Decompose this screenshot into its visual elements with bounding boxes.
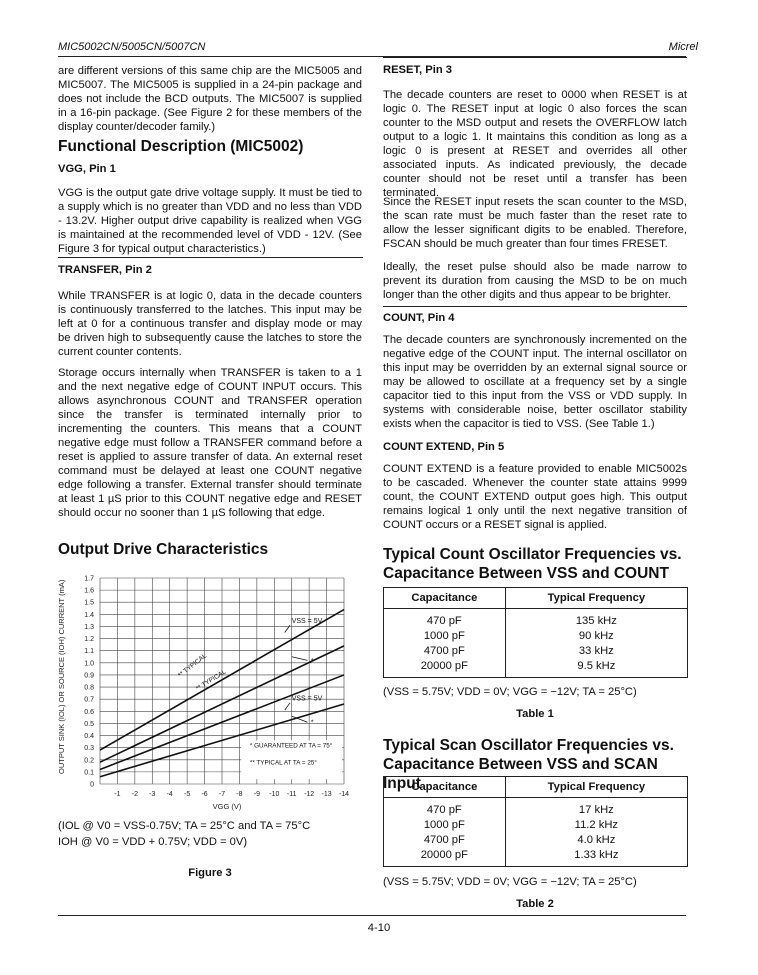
y-tick-label: 0.7 [84,696,94,704]
x-tick-label: -4 [166,791,173,798]
chart-caption-2: IOH @ V0 = VDD + 0.75V; VDD = 0V) [58,836,248,848]
count-extend-text: COUNT EXTEND is a feature provided to enable MIC5002s to be cascaded. Whenever the counter state attains 9999 count, the COUNT EXTEND output goes high. This output remains logical 1 only until the next negative transition of COUNT occurs or a RESET signal is applied. [383,463,687,531]
pointer-line [292,657,308,661]
vgg-section [58,186,362,256]
table1-heading: Typical Count Oscillator Frequencies vs. Capacitance Between VSS and COUNT [383,546,682,582]
table2-conditions: (VSS = 5.75V; VDD = 0V; VGG = −12V; TA = 25°C) [383,876,637,888]
output-drive-heading: Output Drive Characteristics [58,541,269,558]
table2-col-capacitance: Capacitance [384,777,505,798]
table-cell: 90 kHz [578,629,614,642]
y-tick-label: 0.5 [84,720,94,728]
count-section [383,333,687,431]
reset-section-1 [383,88,687,200]
chart-y-axis-label: OUTPUT SINK (IOL) OR SOURCE (IOH) CURRENT (mA) [57,579,66,774]
table2-label: Table 2 [516,898,554,910]
y-tick-label: 1.1 [84,648,94,656]
table-cell: 17 kHz [578,803,614,816]
table-row [384,817,687,832]
table-row [384,609,687,629]
pointer-line [285,703,290,710]
table-cell: 135 kHz [575,614,617,627]
typical-label-upper: ** TYPICAL [177,652,209,679]
x-tick-label: -2 [131,791,138,798]
reset-rule [383,57,687,58]
x-tick-label: -7 [218,791,226,798]
table-cell: 11.2 kHz [574,818,618,831]
legend-typical: ** TYPICAL AT TA = 25° [249,759,317,767]
legend-guaranteed: * GUARANTEED AT TA = 75° [249,742,333,750]
x-tick-label: -13 [321,791,332,798]
running-header-title: MIC5002CN/5005CN/5007CN [58,41,206,53]
x-tick-label: -9 [253,791,260,798]
transfer-rule [58,257,363,258]
x-tick-label: -10 [269,791,280,798]
reset-text-2: Since the RESET input resets the scan counter to the MSD, the scan rate must be much faster than the reset rate to allow the lesser significant digits to be enabled. Therefore, FSCAN should be much greater than four times FRESET. [383,196,687,250]
x-tick-label: -3 [149,791,156,798]
reset-section-3 [383,260,687,302]
x-tick-label: -5 [184,791,191,798]
count-extend-heading: COUNT EXTEND, Pin 5 [383,441,505,453]
x-tick-label: -11 [286,791,297,798]
reset-text-3: Ideally, the reset pulse should also be made narrow to prevent its duration from causing the MSD to be on much longer than the other digits and thus appear to be brighter. [383,261,687,301]
y-tick-label: 1.2 [84,636,94,644]
figure-label: Figure 3 [188,867,232,879]
count-pin-heading: COUNT, Pin 4 [383,312,455,324]
table-cell: 1000 pF [384,628,505,643]
y-tick-label: 0.4 [84,733,94,741]
table-row [384,643,687,658]
y-tick-label: 1.4 [84,611,94,619]
typical-label-lower: ** TYPICAL [194,668,228,693]
table1-frame [383,587,688,678]
table-row [384,847,687,866]
table-cell: 4700 pF [384,643,505,658]
table-cell: 33 kHz [578,644,614,657]
x-tick-label: -14 [338,791,350,798]
chart-caption-1: (IOL @ V0 = VSS-0.75V; TA = 25°C and TA = 75°C [58,820,311,832]
page-number: 4-10 [367,922,391,934]
table1 [384,588,687,677]
transfer-pin-heading: TRANSFER, Pin 2 [58,264,152,276]
guaranteed-marker-lower: * [310,719,314,727]
table2 [384,777,687,866]
vss-label-upper: VSS = 5V [291,617,323,625]
y-tick-label: 1.6 [84,587,94,595]
x-tick-label: -8 [236,791,243,798]
count-text: The decade counters are synchronously incremented on the negative edge of the COUNT input. The internal oscillator on this input may be overridden by an external signal source or may be allowed to oscillate at a frequency set by a single capacitor tied to this input from the VSS or VDD supply. In systems with considerable noise, better oscillator stability exists when the capacitor is tied to VSS. (See Table 1.) [383,334,687,430]
table-cell: 9.5 kHz [577,659,616,672]
vgg-pin-heading: VGG, Pin 1 [58,163,116,175]
table-cell: 20000 pF [384,658,505,677]
table-cell: 4.0 kHz [577,833,616,846]
table-cell: 20000 pF [384,847,505,866]
vgg-text: VGG is the output gate drive voltage supply. It must be tied to a supply which is no greater than VDD and no less than VDD - 13.2V. Higher output drive capability is realized when VGG is maintained at the recommended level of VDD - 12V. (See Figure 3 for typical output characteristics.) [58,187,362,255]
intro-text: are different versions of this same chip are the MIC5005 and MIC5007. The MIC5005 is supplied in a 24-pin package and does not include the BCD outputs. The MIC5007 is supplied in a 16-pin package. (See Figure 2 for these members of the display counter/decoder family.) [58,65,362,133]
y-tick-label: 1.5 [84,599,94,607]
running-header-brand: Micrel [668,41,698,53]
table-row [384,658,687,677]
y-tick-label: 0.6 [84,708,94,716]
transfer-text-1: While TRANSFER is at logic 0, data in the decade counters is continuously transferred to the latches. This input may be left at 0 for a continuous transfer and display mode or may be driven high to subsequently cause the latches to store the current counter contents. [58,290,362,358]
x-tick-label: -1 [114,791,121,798]
chart-annotations [177,618,342,779]
transfer-section-1 [58,289,362,359]
table1-conditions: (VSS = 5.75V; VDD = 0V; VGG = −12V; TA = 25°C) [383,686,637,698]
table-row [384,832,687,847]
table-row [384,628,687,643]
y-tick-label: 1.0 [84,660,94,668]
y-tick-label: 0.8 [84,684,94,692]
intro-paragraph [58,64,362,134]
table-cell: 470 pF [384,609,505,629]
output-drive-chart [52,566,364,816]
y-tick-label: 0.9 [84,672,94,680]
reset-section-2 [383,195,687,251]
chart-x-axis-label: VGG (V) [212,802,242,811]
x-tick-label: -12 [304,791,315,798]
table2-frame [383,776,688,867]
table1-label: Table 1 [516,708,554,720]
transfer-text-2: Storage occurs internally when TRANSFER is taken to a 1 and the next negative edge of COUNT INPUT occurs. This allows asynchronous COUNT and TRANSFER operation since the transfer is terminated internally prior to incrementing the counters. This means that a COUNT negative edge must follow a TRANSFER command before a reset is applied to assure transfer of data. An external reset command must be delayed at least one COUNT negative edge following a transfer. External transfer should terminate at least 1 µS prior to this COUNT negative edge and RESET should occur no sooner than 1 µS following that edge. [58,367,362,519]
table1-col-capacitance: Capacitance [384,588,505,609]
footer-rule [58,915,686,916]
reset-pin-heading: RESET, Pin 3 [383,64,453,76]
table2-col-frequency: Typical Frequency [505,777,687,798]
y-tick-label: 0.2 [84,757,94,765]
table-cell: 1.33 kHz [574,848,619,861]
reset-text-1: The decade counters are reset to 0000 when RESET is at logic 0. The RESET input at logic 0 also forces the scan counter to the MSD output and resets the OVERFLOW latch output to a logic 1. It maintains this condition as long as a logic 0 is present at RESET and overrides all other associated inputs. As indicated previously, the decade counter should not be reset until a transfer has been terminated. [383,89,687,199]
table-cell: 470 pF [384,798,505,818]
vss-label-lower: VSS = 5V [291,695,323,703]
guaranteed-marker-upper: * [310,657,314,665]
y-tick-label: 1.7 [84,575,94,583]
table2-heading: Typical Scan Oscillator Frequencies vs. Capacitance Between VSS and SCAN Input [383,737,674,792]
count-rule [383,306,687,307]
y-tick-label: 0.3 [84,745,94,753]
transfer-section-2 [58,366,362,520]
functional-description-heading: Functional Description (MIC5002) [58,138,304,155]
y-tick-label: 0.1 [84,769,94,777]
y-tick-label: 1.3 [84,623,94,631]
table1-col-frequency: Typical Frequency [505,588,687,609]
table-cell: 4700 pF [384,832,505,847]
count-extend-section [383,462,687,532]
table-cell: 1000 pF [384,817,505,832]
y-tick-label: 0 [90,781,94,789]
x-tick-label: -6 [201,791,208,798]
table-row [384,798,687,818]
